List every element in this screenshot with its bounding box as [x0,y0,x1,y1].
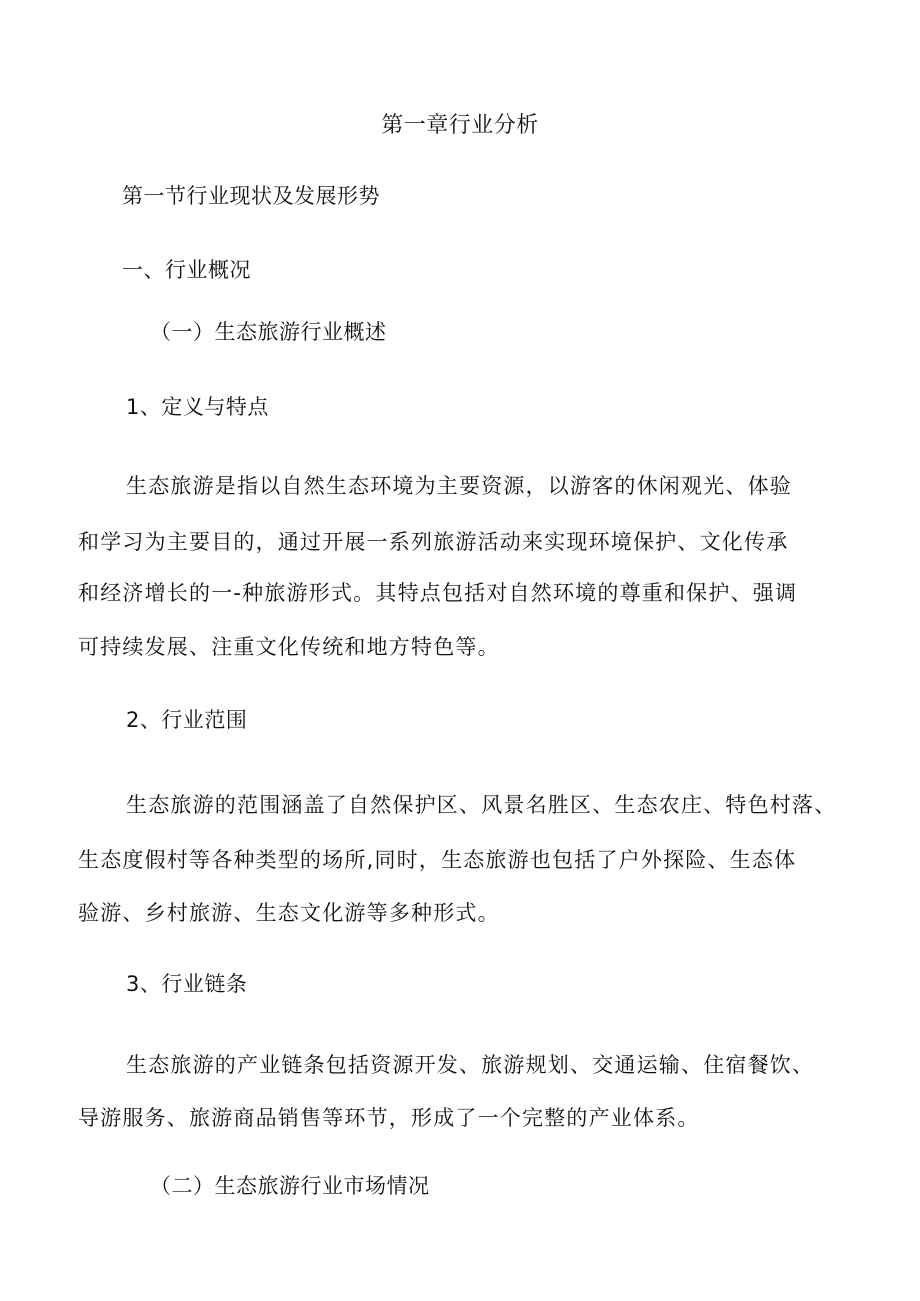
item-heading-definition: 1、定义与特点 [126,395,269,419]
section-title: 第一节行业现状及发展形势 [122,184,380,208]
paragraph-line: 生态旅游的范围涵盖了自然保护区、风景名胜区、生态农庄、特色村落、 [126,793,837,817]
item-heading-chain: 3、行业链条 [126,972,248,996]
subsection-heading-overview: （一）生态旅游行业概述 [150,320,387,344]
paragraph-line: 生态旅游是指以自然生态环境为主要资源，以游客的休闲观光、体验 [126,474,792,498]
paragraph-line: 可持续发展、注重文化传统和地方特色等。 [78,635,500,659]
paragraph-line: 和经济增长的一-种旅游形式。其特点包括对自然环境的尊重和保护、强调 [78,581,798,605]
part-heading-overview: 一、行业概况 [122,258,251,282]
paragraph-line: 生态旅游的产业链条包括资源开发、旅游规划、交通运输、住宿餐饮、 [126,1053,815,1077]
item-heading-scope: 2、行业范围 [126,708,248,732]
paragraph-line: 验游、乡村旅游、生态文化游等多种形式。 [78,901,500,925]
chapter-title: 第一章行业分析 [381,113,539,138]
paragraph-line: 生态度假村等各种类型的场所,同时，生态旅游也包括了户外探险、生态体 [78,848,797,872]
subsection-heading-market: （二）生态旅游行业市场情况 [150,1174,430,1198]
paragraph-line: 和学习为主要目的，通过开展一系列旅游活动来实现环境保护、文化传承 [78,530,789,554]
paragraph-line: 导游服务、旅游商品销售等环节，形成了一个完整的产业体系。 [78,1106,700,1130]
